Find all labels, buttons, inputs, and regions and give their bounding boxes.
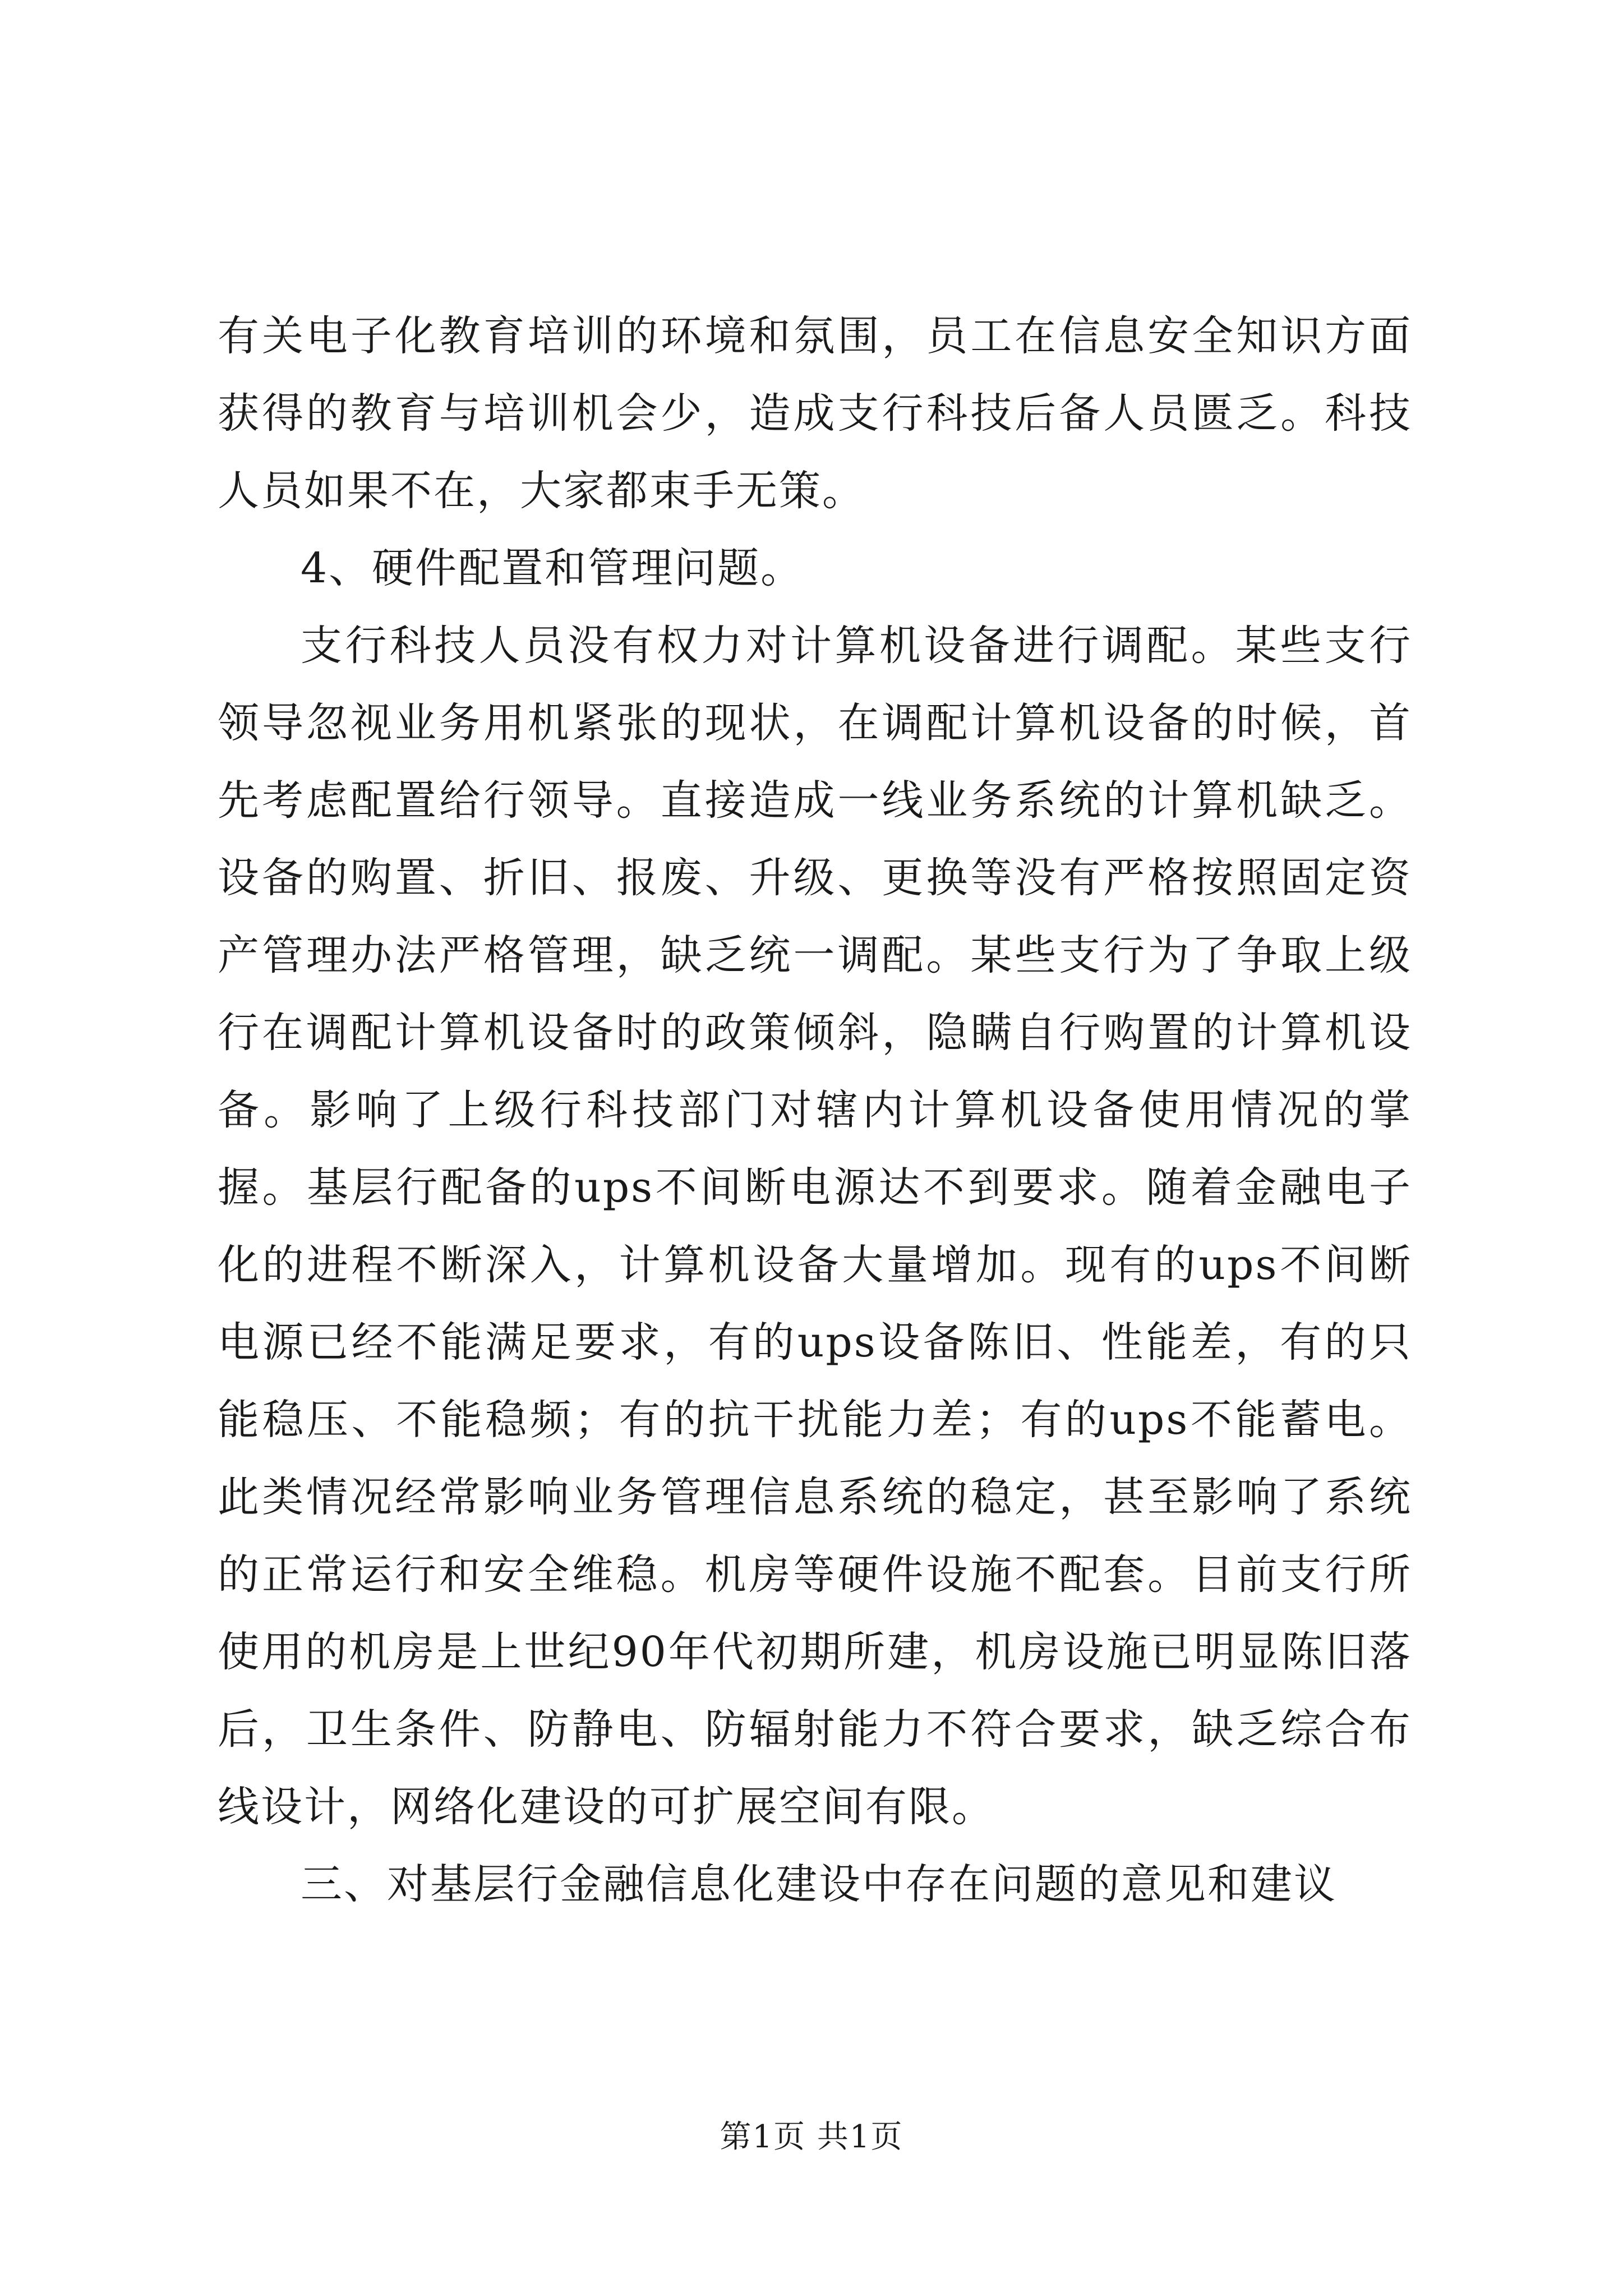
document-body xyxy=(218,297,1412,1923)
paragraph-hardware-issues: 支行科技人员没有权力对计算机设备进行调配。某些支行领导忽视业务用机紧张的现状，在调配计算机设备的时候，首先考虑配置给行领导。直接造成一线业务系统的计算机缺乏。设备的购置、折旧、报废、升级、更换等没有严格按照固定资产管理办法严格管理，缺乏统一调配。某些支行为了争取上级行在调配计算机设备时的政策倾斜，隐瞒自行购置的计算机设备。影响了上级行科技部门对辖内计算机设备使用情况的掌握。基层行配备的ups不间断电源达不到要求。随着金融电子化的进程不断深入，计算机设备大量增加。现有的ups不间断电源已经不能满足要求，有的ups设备陈旧、性能差，有的只能稳压、不能稳频；有的抗干扰能力差；有的ups不能蓄电。此类情况经常影响业务管理信息系统的稳定，甚至影响了系统的正常运行和安全维稳。机房等硬件设施不配套。目前支行所使用的机房是上世纪90年代初期所建，机房设施已明显陈旧落后，卫生条件、防静电、防辐射能力不符合要求，缺乏综合布线设计，网络化建设的可扩展空间有限。 xyxy=(218,622,1412,1831)
section-heading-suggestions: 三、对基层行金融信息化建设中存在问题的意见和建议 xyxy=(301,1860,1337,1908)
page-footer: 第1页 共1页 xyxy=(720,2119,903,2155)
section-heading-hardware: 4、硬件配置和管理问题。 xyxy=(301,544,804,592)
paragraph-continuation: 有关电子化教育培训的环境和氛围，员工在信息安全知识方面获得的教育与培训机会少，造成支行科技后备人员匮乏。科技人员如果不在，大家都束手无策。 xyxy=(218,312,1412,515)
